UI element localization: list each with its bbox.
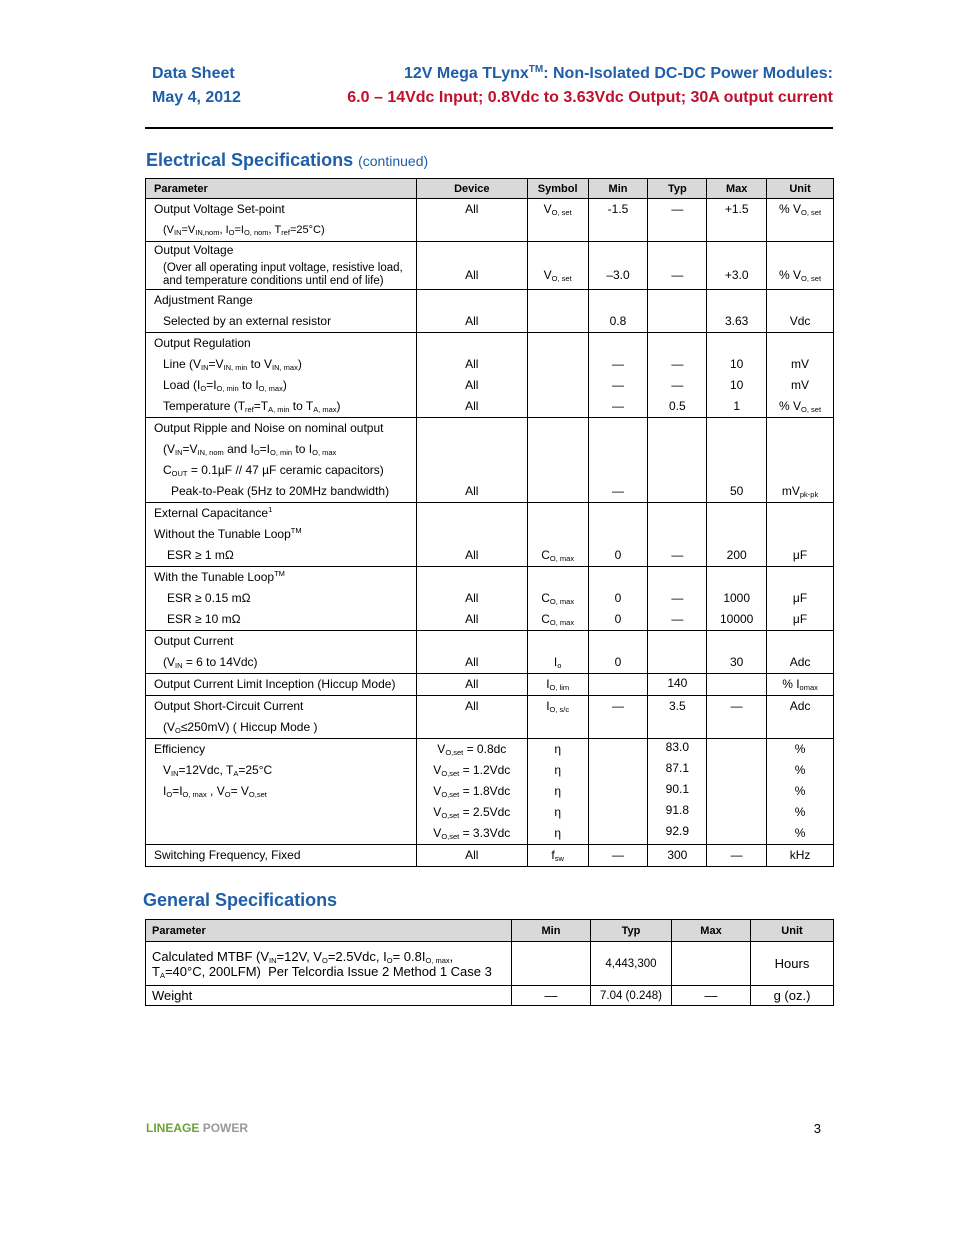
mtbf-label: Calculated MTBF ($V_{IN}=12V$, $V_O=2.5Vdc$, $I_O= 0.8I_{O, max}$, $T_A=40^\circ C$, 200LFM) Per Telcordia Issue 2 Method 1 Case 3 (146, 942, 512, 986)
table-row: Calculated MTBF ($V_{IN}=12V$, $V_O=2.5Vdc$, $I_O= 0.8I_{O, max}$, $T_A=40^\circ C$, 200LFM) Per Telcordia Issue 2 Method 1 Case 3 4,443,300 Hours (146, 942, 834, 986)
col-unit: Unit (767, 179, 834, 199)
general-section-title: General Specifications (143, 890, 338, 910)
table-row: Output Voltage (Over all operating input voltage, resistive load, and temperature conditions until end of life) All $V_{O, set}$ –3.0 — +3.0 % $V_{O, set}$ (146, 242, 834, 290)
header-left (152, 62, 241, 110)
col-typ: Typ (648, 179, 707, 199)
doc-title: 12V Mega TLynx™: Non-Isolated DC-DC Power Modules: (403, 64, 833, 82)
table-row: Adjustment Range Selected by an external resistor All 0.8 3.63 Vdc (146, 290, 834, 333)
col-symbol: Symbol (527, 179, 588, 199)
table-row: Output Current Limit Inception (Hiccup Mode) All $I_{O, lim}$ 140 % $I_{omax}$ (146, 674, 834, 696)
table-row: External Capacitance$^1$ Without the Tunable Loop™ ESR ≥ 1 mΩ All $C_{O, max}$ 0 — 200 μF (146, 503, 834, 567)
table-row: Output Current ($V_{IN} = 6$ to 14Vdc) All $I_o$ 0 30 Adc (146, 631, 834, 674)
col-max: Max (707, 179, 767, 199)
doc-date: May 4, 2012 (152, 89, 241, 106)
table-row: Efficiency $V_{IN}=12Vdc$, $T_A=25^\circ C$ $I_O=I_{O, max}$ , $V_O= V_{O,set}$ $V_{O,set} = 0.8dc$ $V_{O,set} = 1.2Vdc$ $V_{O,set} = 1.8Vdc$ $V_{O,set} = 2.5Vdc$ $V_{O,set} = 3.3Vdc$ η η η η η 83.0 87.1 90.1 91.8 92.9 % % % % % (146, 739, 834, 845)
table-row: With the Tunable Loop™ ESR ≥ 0.15 mΩ ESR ≥ 10 mΩ All All $C_{O, max}$ $C_{O, max}$ 0 0 — — 1000 10000 μF μF (146, 567, 834, 631)
param-label: Output Voltage Set-point (154, 202, 285, 216)
electrical-specs-table (145, 178, 834, 867)
general-specs-table (145, 919, 834, 1006)
col-device: Device (416, 179, 527, 199)
table-row: Output Regulation Line ($V_{IN}=V_{IN, min}$ to $V_{IN, max}$) Load ($I_O=I_{O, min}$ to $I_{O, max}$) Temperature ($T_{ref}=T_{A, min}$ to $T_{A, max}$) All All All — — — — — 0.5 10 10 1 mV mV % $V_{O, set}$ (146, 333, 834, 418)
electrical-section-title: Electrical Specifications (continued) (146, 150, 429, 170)
col-min: Min (588, 179, 648, 199)
table-header-row: Parameter Min Typ Max Unit (146, 920, 834, 942)
col-parameter: Parameter (146, 179, 417, 199)
header-right (347, 62, 833, 110)
header-rule (145, 127, 833, 129)
brand-logo: LINEAGE POWER (146, 1121, 249, 1135)
table-row: Weight — 7.04 (0.248) — g (oz.) (146, 986, 834, 1006)
param-condition: ($V_{IN}=V_{IN,nom}$, $I_O=I_{O, nom}$, $T_{ref}=25^\circ C$) (163, 224, 325, 237)
table-row: Output Short-Circuit Current $(V_O\le 250mV)$ ( Hiccup Mode ) All $I_{O, s/c}$ — 3.5 — Adc (146, 696, 834, 739)
table-header-row (146, 179, 834, 199)
table-row: Output Voltage Set-point ($V_{IN}=V_{IN,nom}$, $I_O=I_{O, nom}$, $T_{ref}=25^\circ C$) All $V_{O, set}$ -1.5 — +1.5 % $V_{O, set}$ (146, 199, 834, 242)
symbol: $V_{O, set}$ (543, 202, 572, 217)
doc-subtitle: 6.0 – 14Vdc Input; 0.8Vdc to 3.63Vdc Output; 30A output current (347, 89, 833, 106)
page-number: 3 (813, 1121, 821, 1136)
doc-type: Data Sheet (152, 65, 235, 82)
param-condition: (Over all operating input voltage, resistive load, and temperature conditions until end of life) (163, 262, 403, 287)
table-row: Switching Frequency, Fixed All $f_{sw}$ — 300 — kHz (146, 845, 834, 867)
table-row: Output Ripple and Noise on nominal output ($V_{IN}=V_{IN, nom}$ and $I_O=I_{O, min}$ to $I_{O, max}$ $C_{OUT} = 0.1\mu F // 47$ µF ceramic capacitors) Peak-to-Peak (5Hz to 20MHz bandwidth) All — 50 $mV_{pk-pk}$ (146, 418, 834, 503)
